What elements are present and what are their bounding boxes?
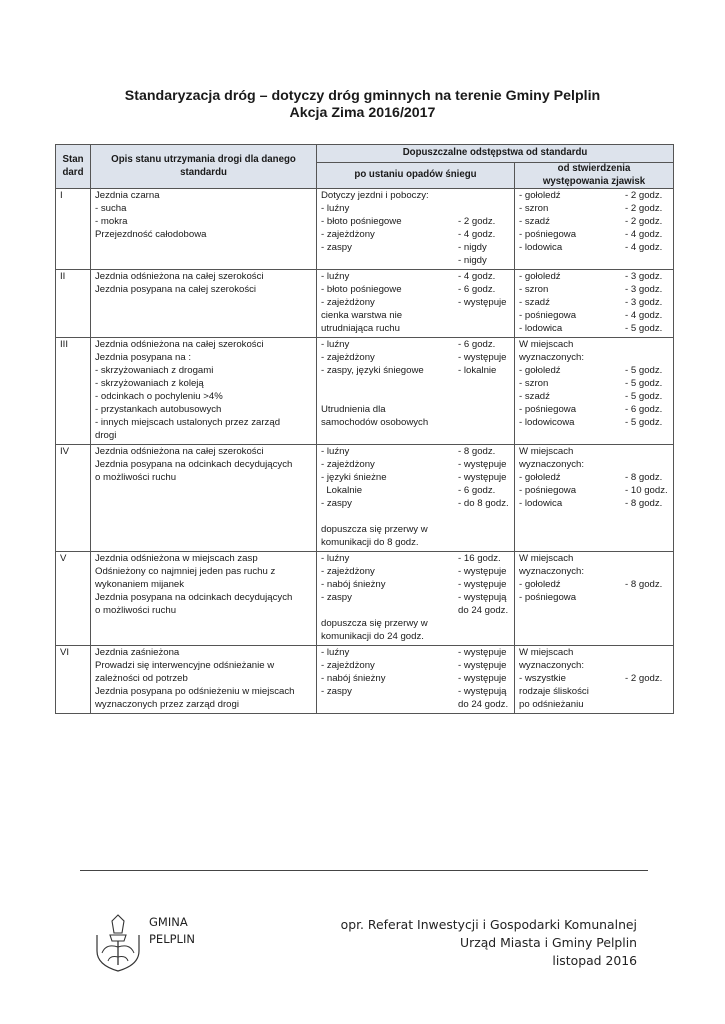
phenomena-condition: - gołoledź	[519, 365, 561, 377]
after-snowfall-time	[458, 378, 510, 391]
after-snowfall-line	[321, 229, 510, 242]
after-snowfall-line	[321, 660, 510, 673]
after-snowfall-condition: samochodów osobowych	[321, 417, 429, 429]
header-standard: Stan dard	[56, 145, 91, 189]
phenomena-condition: wyznaczonych:	[519, 459, 585, 471]
after-snowfall-condition: dopuszcza się przerwy w	[321, 524, 428, 536]
phenomena-time: - 5 godz.	[625, 378, 663, 390]
after-snowfall-line	[321, 365, 510, 378]
after-snowfall-time: - występuje	[458, 472, 507, 484]
table-row	[56, 445, 674, 552]
after-snowfall-line	[321, 647, 510, 660]
phenomena-condition: - szadź	[519, 297, 550, 309]
phenomena-time: - 10 godz.	[625, 485, 668, 497]
phenomena-time: - 3 godz.	[625, 284, 663, 296]
after-snowfall-line	[321, 339, 510, 352]
after-snowfall-line	[321, 631, 510, 644]
table-row	[56, 189, 674, 270]
phenomena-line	[519, 498, 669, 511]
after-snowfall-line	[321, 511, 510, 524]
after-snowfall-time: - 4 godz.	[458, 271, 496, 283]
after-snowfall-time: - 8 godz.	[458, 446, 496, 458]
phenomena-condition: wyznaczonych:	[519, 352, 585, 364]
after-snowfall-time: - lokalnie	[458, 365, 497, 377]
after-snowfall-line	[321, 579, 510, 592]
after-snowfall-time	[458, 190, 510, 203]
phenomena-cell	[515, 270, 674, 338]
description-line: o możliwości ruchu	[95, 605, 177, 617]
phenomena-line	[519, 592, 669, 605]
table-row	[56, 646, 674, 714]
standards-table	[55, 144, 674, 714]
phenomena-time	[625, 446, 669, 459]
after-snowfall-condition	[321, 699, 458, 712]
after-snowfall-condition: - błoto pośniegowe	[321, 284, 402, 296]
after-snowfall-condition	[321, 511, 458, 524]
after-snowfall-line	[321, 216, 510, 229]
phenomena-condition: - lodowicowa	[519, 417, 575, 429]
phenomena-condition: W miejscach	[519, 553, 574, 565]
footer-gmina-label: GMINA	[149, 915, 188, 929]
description-line: - skrzyżowaniach z drogami	[95, 365, 214, 377]
after-snowfall-line	[321, 242, 510, 255]
phenomena-time: - 4 godz.	[625, 229, 663, 241]
phenomena-condition: - lodowica	[519, 323, 563, 335]
after-snowfall-line	[321, 203, 510, 216]
after-snowfall-condition: komunikacji do 8 godz.	[321, 537, 419, 549]
description-cell	[91, 552, 317, 646]
phenomena-condition: - szron	[519, 203, 549, 215]
phenomena-line	[519, 352, 669, 365]
phenomena-condition: - gołoledź	[519, 472, 561, 484]
after-snowfall-time: - 6 godz.	[458, 284, 496, 296]
after-snowfall-line	[321, 378, 510, 391]
after-snowfall-time: - do 8 godz.	[458, 498, 509, 510]
description-line: - sucha	[95, 203, 127, 215]
footer-author	[341, 916, 637, 970]
after-snowfall-line	[321, 271, 510, 284]
after-snowfall-line	[321, 566, 510, 579]
after-snowfall-line	[321, 605, 510, 618]
standard-id: V	[60, 553, 67, 565]
standard-id: IV	[60, 446, 70, 458]
after-snowfall-time: - występuje	[458, 459, 507, 471]
phenomena-line	[519, 242, 669, 255]
after-snowfall-cell	[317, 552, 515, 646]
phenomena-time	[625, 699, 669, 712]
after-snowfall-line	[321, 553, 510, 566]
after-snowfall-condition: - nabój śnieżny	[321, 579, 386, 591]
standard-id-cell	[56, 552, 91, 646]
after-snowfall-time	[458, 417, 510, 430]
phenomena-condition: wyznaczonych:	[519, 566, 585, 578]
standard-id: II	[60, 271, 66, 283]
phenomena-time: - 6 godz.	[625, 404, 663, 416]
standard-id-cell	[56, 338, 91, 445]
after-snowfall-line	[321, 417, 510, 430]
description-line: wykonaniem mijanek	[95, 579, 185, 591]
after-snowfall-line	[321, 255, 510, 268]
after-snowfall-time: - 4 godz.	[458, 229, 496, 241]
after-snowfall-line	[321, 686, 510, 699]
phenomena-cell	[515, 189, 674, 270]
description-line: Jezdnia odśnieżona na całej szerokości	[95, 271, 264, 283]
phenomena-condition: - lodowica	[519, 498, 563, 510]
document-title: Standaryzacja dróg – dotyczy dróg gminnych na terenie Gminy Pelplin	[124, 88, 601, 104]
after-snowfall-condition: - zajeżdżony	[321, 297, 375, 309]
coat-of-arms-icon	[92, 913, 144, 973]
table-row	[56, 270, 674, 338]
phenomena-cell	[515, 445, 674, 552]
phenomena-time: - 2 godz.	[625, 673, 663, 685]
description-line: drogi	[95, 430, 117, 442]
phenomena-line	[519, 660, 669, 673]
phenomena-time	[625, 686, 669, 699]
after-snowfall-line	[321, 297, 510, 310]
after-snowfall-time: - występuje	[458, 352, 507, 364]
description-line: zależności od potrzeb	[95, 673, 188, 685]
after-snowfall-condition	[321, 255, 458, 268]
after-snowfall-time	[458, 323, 510, 336]
after-snowfall-line	[321, 699, 510, 712]
phenomena-line	[519, 579, 669, 592]
phenomena-line	[519, 686, 669, 699]
phenomena-line	[519, 647, 669, 660]
after-snowfall-time: - 16 godz.	[458, 553, 501, 565]
phenomena-line	[519, 297, 669, 310]
after-snowfall-time: - występują	[458, 592, 507, 604]
after-snowfall-condition: Dotyczy jezdni i poboczy:	[321, 190, 429, 202]
after-snowfall-line	[321, 592, 510, 605]
phenomena-line	[519, 459, 669, 472]
phenomena-line	[519, 378, 669, 391]
after-snowfall-condition: - zaspy, języki śniegowe	[321, 365, 424, 377]
phenomena-condition: - pośniegowa	[519, 485, 577, 497]
after-snowfall-condition: - zajeżdżony	[321, 459, 375, 471]
phenomena-line	[519, 284, 669, 297]
after-snowfall-line	[321, 446, 510, 459]
footer-divider	[80, 870, 648, 871]
description-line: Jezdnia zaśnieżona	[95, 647, 180, 659]
after-snowfall-line	[321, 537, 510, 550]
after-snowfall-time: - występuje	[458, 297, 507, 309]
standard-id-cell	[56, 189, 91, 270]
after-snowfall-time: - 6 godz.	[458, 485, 496, 497]
description-line: Jezdnia posypana na całej szerokości	[95, 284, 257, 296]
after-snowfall-line	[321, 190, 510, 203]
phenomena-line	[519, 216, 669, 229]
after-snowfall-condition: utrudniająca ruchu	[321, 323, 400, 335]
phenomena-line	[519, 553, 669, 566]
phenomena-time: - 5 godz.	[625, 365, 663, 377]
footer-municipality	[149, 914, 195, 947]
after-snowfall-time	[458, 310, 510, 323]
description-line: - skrzyżowaniach z koleją	[95, 378, 204, 390]
description-line: - mokra	[95, 216, 128, 228]
after-snowfall-cell	[317, 189, 515, 270]
table-row	[56, 338, 674, 445]
phenomena-cell	[515, 338, 674, 445]
after-snowfall-condition: - zaspy	[321, 592, 352, 604]
after-snowfall-condition	[321, 378, 458, 391]
after-snowfall-line	[321, 498, 510, 511]
phenomena-time: - 8 godz.	[625, 579, 663, 591]
after-snowfall-condition: - zaspy	[321, 498, 352, 510]
description-line: Jezdnia odśnieżona na całej szerokości	[95, 339, 264, 351]
after-snowfall-time: do 24 godz.	[458, 699, 509, 711]
footer-pelplin-label: PELPLIN	[149, 931, 195, 946]
phenomena-line	[519, 485, 669, 498]
after-snowfall-cell	[317, 646, 515, 714]
standard-id-cell	[56, 646, 91, 714]
phenomena-condition: W miejscach	[519, 647, 574, 659]
description-line: Jezdnia posypana na odcinkach decydujących	[95, 592, 293, 604]
after-snowfall-time: - występuje	[458, 673, 507, 685]
after-snowfall-condition: cienka warstwa nie	[321, 310, 403, 322]
phenomena-cell	[515, 646, 674, 714]
after-snowfall-time: - występuje	[458, 660, 507, 672]
after-snowfall-condition	[321, 605, 458, 618]
phenomena-condition: wyznaczonych:	[519, 660, 585, 672]
phenomena-time: - 4 godz.	[625, 310, 663, 322]
description-line: Prowadzi się interwencyjne odśnieżanie w	[95, 660, 275, 672]
after-snowfall-time: - 6 godz.	[458, 339, 496, 351]
description-line: wyznaczonych przez zarząd drogi	[95, 699, 239, 711]
after-snowfall-time	[458, 391, 510, 404]
after-snowfall-time	[458, 631, 510, 644]
phenomena-time	[625, 459, 669, 472]
phenomena-condition: - wszystkie	[519, 673, 566, 685]
after-snowfall-time	[458, 203, 510, 216]
after-snowfall-cell	[317, 338, 515, 445]
phenomena-time: - 5 godz.	[625, 391, 663, 403]
phenomena-line	[519, 339, 669, 352]
document-subtitle: Akcja Zima 2016/2017	[289, 105, 436, 121]
after-snowfall-condition: - zaspy	[321, 686, 352, 698]
description-line: Przejezdność całodobowa	[95, 229, 207, 241]
phenomena-condition: - szadź	[519, 216, 550, 228]
phenomena-time: - 2 godz.	[625, 190, 663, 202]
after-snowfall-condition: dopuszcza się przerwy w	[321, 618, 428, 630]
footer-office: Urząd Miasta i Gminy Pelplin	[460, 934, 637, 950]
header-deviations: Dopuszczalne odstępstwa od standardu	[317, 145, 674, 163]
phenomena-condition: W miejscach	[519, 446, 574, 458]
phenomena-line	[519, 417, 669, 430]
phenomena-time: - 5 godz.	[625, 417, 663, 429]
phenomena-line	[519, 673, 669, 686]
phenomena-time	[625, 566, 669, 579]
table-body	[56, 189, 674, 714]
phenomena-cell	[515, 552, 674, 646]
phenomena-time: - 2 godz.	[625, 216, 663, 228]
after-snowfall-time: - nigdy	[458, 255, 487, 267]
after-snowfall-condition: - zajeżdżony	[321, 352, 375, 364]
phenomena-condition: rodzaje śliskości	[519, 686, 589, 698]
phenomena-line	[519, 190, 669, 203]
description-line: - przystankach autobusowych	[95, 404, 222, 416]
description-line: Jezdnia odśnieżona w miejscach zasp	[95, 553, 258, 565]
description-cell	[91, 646, 317, 714]
after-snowfall-time	[458, 618, 510, 631]
description-line: o możliwości ruchu	[95, 472, 177, 484]
description-line: Jezdnia posypana na odcinkach decydujących	[95, 459, 293, 471]
phenomena-line	[519, 391, 669, 404]
after-snowfall-time	[458, 537, 510, 550]
header-phenomena: od stwierdzenia występowania zjawisk	[515, 163, 674, 189]
after-snowfall-condition: - luźny	[321, 446, 350, 458]
phenomena-condition: - pośniegowa	[519, 404, 577, 416]
footer-department: opr. Referat Inwestycji i Gospodarki Komunalnej	[340, 917, 637, 932]
after-snowfall-condition: - luźny	[321, 203, 350, 215]
phenomena-line	[519, 229, 669, 242]
phenomena-time	[625, 339, 669, 352]
after-snowfall-time: do 24 godz.	[458, 605, 509, 617]
after-snowfall-time: - występuje	[458, 647, 507, 659]
after-snowfall-line	[321, 323, 510, 336]
after-snowfall-condition: - języki śnieżne	[321, 472, 387, 484]
phenomena-line	[519, 699, 669, 712]
phenomena-condition: - pośniegowa	[519, 592, 577, 604]
description-line: - innych miejscach ustalonych przez zarząd	[95, 417, 281, 429]
after-snowfall-line	[321, 404, 510, 417]
description-line: Jezdnia czarna	[95, 190, 160, 202]
description-cell	[91, 445, 317, 552]
phenomena-time: - 5 godz.	[625, 323, 663, 335]
after-snowfall-condition: - błoto pośniegowe	[321, 216, 402, 228]
after-snowfall-line	[321, 485, 510, 498]
phenomena-line	[519, 404, 669, 417]
phenomena-line	[519, 566, 669, 579]
phenomena-condition: W miejscach	[519, 339, 574, 351]
phenomena-time	[625, 553, 669, 566]
phenomena-condition: po odśnieżaniu	[519, 699, 584, 711]
phenomena-time: - 3 godz.	[625, 271, 663, 283]
after-snowfall-time	[458, 404, 510, 417]
phenomena-condition: - szadź	[519, 391, 550, 403]
after-snowfall-line	[321, 673, 510, 686]
after-snowfall-condition: - luźny	[321, 271, 350, 283]
after-snowfall-line	[321, 352, 510, 365]
after-snowfall-condition: - luźny	[321, 553, 350, 565]
after-snowfall-condition: komunikacji do 24 godz.	[321, 631, 424, 643]
phenomena-time: - 3 godz.	[625, 297, 663, 309]
after-snowfall-cell	[317, 270, 515, 338]
header-after-snowfall: po ustaniu opadów śniegu	[317, 163, 515, 189]
phenomena-time: - 8 godz.	[625, 498, 663, 510]
phenomena-time: - 8 godz.	[625, 472, 663, 484]
phenomena-time	[625, 352, 669, 365]
after-snowfall-condition: Lokalnie	[321, 485, 363, 497]
after-snowfall-cell	[317, 445, 515, 552]
after-snowfall-time: - występuje	[458, 579, 507, 591]
description-cell	[91, 270, 317, 338]
phenomena-condition: - gołoledź	[519, 190, 561, 202]
description-line: Jezdnia posypana po odśnieżeniu w miejscach	[95, 686, 295, 698]
phenomena-line	[519, 271, 669, 284]
description-cell	[91, 189, 317, 270]
after-snowfall-line	[321, 310, 510, 323]
phenomena-time: - 2 godz.	[625, 203, 663, 215]
phenomena-time	[625, 592, 669, 605]
after-snowfall-line	[321, 391, 510, 404]
after-snowfall-condition: - zajeżdżony	[321, 229, 375, 241]
description-cell	[91, 338, 317, 445]
standard-id: III	[60, 339, 68, 351]
phenomena-condition: - pośniegowa	[519, 229, 577, 241]
description-line: Odśnieżony co najmniej jeden pas ruchu z	[95, 566, 276, 578]
phenomena-condition: - gołoledź	[519, 271, 561, 283]
after-snowfall-line	[321, 524, 510, 537]
after-snowfall-time: - występuje	[458, 566, 507, 578]
standard-id-cell	[56, 270, 91, 338]
after-snowfall-condition	[321, 391, 458, 404]
after-snowfall-line	[321, 472, 510, 485]
phenomena-line	[519, 203, 669, 216]
after-snowfall-condition: - zajeżdżony	[321, 660, 375, 672]
phenomena-condition: - lodowica	[519, 242, 563, 254]
phenomena-time	[625, 660, 669, 673]
after-snowfall-condition: - nabój śnieżny	[321, 673, 386, 685]
phenomena-line	[519, 472, 669, 485]
after-snowfall-line	[321, 459, 510, 472]
after-snowfall-condition: - zaspy	[321, 242, 352, 254]
description-line: Jezdnia posypana na :	[95, 352, 192, 364]
phenomena-line	[519, 446, 669, 459]
footer-date: listopad 2016	[552, 952, 637, 968]
phenomena-condition: - szron	[519, 284, 549, 296]
after-snowfall-time	[458, 511, 510, 524]
phenomena-line	[519, 365, 669, 378]
phenomena-condition: - szron	[519, 378, 549, 390]
standard-id-cell	[56, 445, 91, 552]
phenomena-condition: - pośniegowa	[519, 310, 577, 322]
after-snowfall-time: - nigdy	[458, 242, 487, 254]
description-line: - odcinkach o pochyleniu >4%	[95, 391, 223, 403]
phenomena-line	[519, 310, 669, 323]
after-snowfall-condition: - zajeżdżony	[321, 566, 375, 578]
phenomena-time	[625, 647, 669, 660]
after-snowfall-time: - 2 godz.	[458, 216, 496, 228]
standard-id: VI	[60, 647, 70, 659]
description-line: Jezdnia odśnieżona na całej szerokości	[95, 446, 264, 458]
after-snowfall-condition: Utrudnienia dla	[321, 404, 386, 416]
header-description: Opis stanu utrzymania drogi dla danego standardu	[91, 145, 317, 189]
after-snowfall-condition: - luźny	[321, 339, 350, 351]
after-snowfall-line	[321, 284, 510, 297]
after-snowfall-line	[321, 618, 510, 631]
standard-id: I	[60, 190, 63, 202]
after-snowfall-time: - występują	[458, 686, 507, 698]
after-snowfall-time	[458, 524, 510, 537]
after-snowfall-condition: - luźny	[321, 647, 350, 659]
table-row	[56, 552, 674, 646]
phenomena-line	[519, 323, 669, 336]
phenomena-time: - 4 godz.	[625, 242, 663, 254]
phenomena-condition: - gołoledź	[519, 579, 561, 591]
